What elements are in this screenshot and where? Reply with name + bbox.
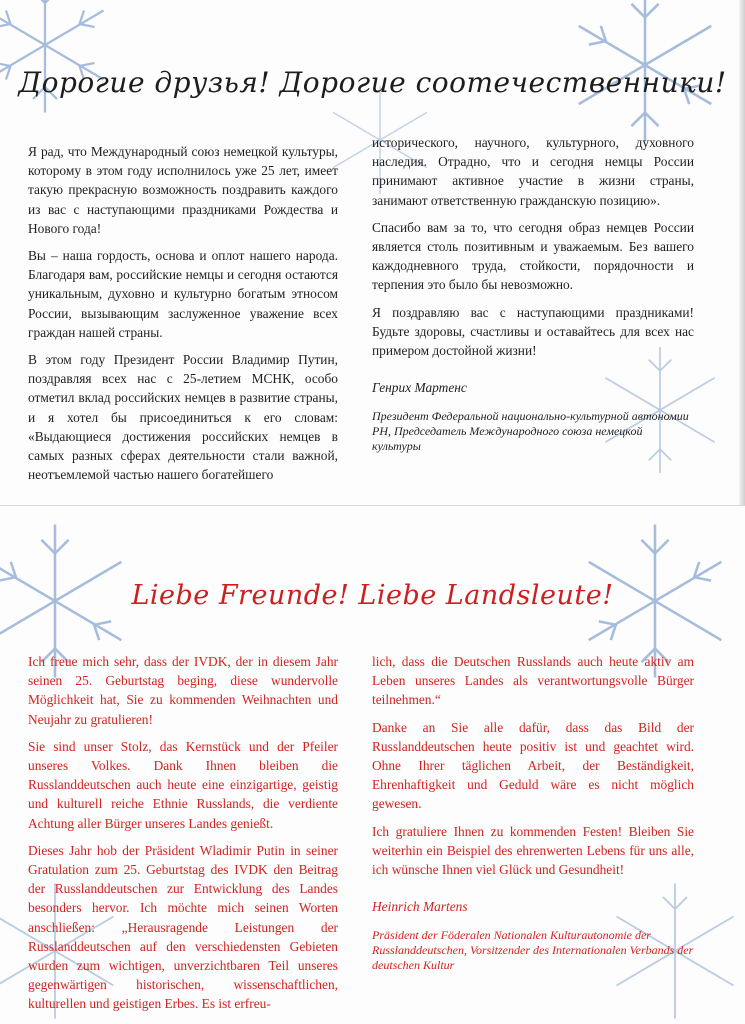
signature-name: Heinrich Martens xyxy=(372,899,468,915)
paragraph: Sie sind unser Stolz, das Kernstück und der Pfeiler unseres Volkes. Dank Ihnen bleiben die Russlanddeutschen auch heute eine einzigartige, geistig und kulturell reiche Ethnie Russlands, die verdiente Achtung aller Bürger unseres Landes genießt. xyxy=(28,738,338,831)
russian-title: Дорогие друзья! Дорогие соотечественники! xyxy=(18,66,727,99)
russian-greeting-page xyxy=(0,0,745,506)
paragraph: Danke an Sie alle dafür, dass das Bild der Russlanddeutschen heute positiv ist und geachtet wird. Ohne Ihrer täglichen Arbeit, der Beständigkeit, Ehrenhaftigkeit und Geduld wäre es nicht möglich gewesen. xyxy=(372,719,694,812)
signature-name: Генрих Мартенс xyxy=(372,380,467,396)
snowflake-icon xyxy=(0,0,120,120)
paragraph: Вы – наша гордость, основа и оплот нашего народа. Благодаря вам, российские немцы и сегодня остаются уникальным, духовно и культурно богатым этносом России, вызывающим заслуженное уважение всех граждан нашей страны. xyxy=(28,248,338,340)
paragraph: Спасибо вам за то, что сегодня образ немцев России является столь позитивным и уважаемым. Без вашего каждодневного труда, стойкости, порядочности и терпения это было бы невозможно. xyxy=(372,219,694,293)
signature-position: Президент Федеральной национально-культурной автономии РН, Председатель Международного союза немецкой культуры xyxy=(372,409,689,454)
german-right-column xyxy=(372,652,694,981)
russian-left-column xyxy=(28,142,338,492)
signature-position: Präsident der Föderalen Nationalen Kulturautonomie der Russlanddeutschen, Vorsitzender des Internationalen Verbands der deutschen Kultur xyxy=(372,928,694,973)
russian-right-column xyxy=(372,133,694,462)
paragraph: Ich gratuliere Ihnen zu kommenden Festen! Bleiben Sie weiterhin ein Beispiel des ehrenwerten Lebens für uns alle, ich wünsche Ihnen viel Glück und Gesundheit! xyxy=(372,823,694,878)
german-left-column xyxy=(28,652,338,1022)
paragraph: исторического, научного, культурного, духовного наследия. Отрадно, что и сегодня немцы России принимают активное участие в жизни страны, занимают ответственную гражданскую позицию». xyxy=(372,135,694,208)
paragraph: Я рад, что Международный союз немецкой культуры, которому в этом году исполнилось уже 25 лет, имеет такую прекрасную возможность поздравить каждого из вас с наступающими праздниками Рождества и Нового года! xyxy=(28,144,338,236)
german-title: Liebe Freunde! Liebe Landsleute! xyxy=(131,580,614,611)
paragraph: lich, dass die Deutschen Russlands auch heute aktiv am Leben unseres Landes als verantwortungsvolle Bürger teilnehmen.“ xyxy=(372,654,694,708)
paragraph: Ich freue mich sehr, dass der IVDK, der in diesem Jahr seinen 25. Geburtstag beging, diese wundervolle Möglichkeit hat, Sie zu kommenden Weihnachten und Neujahr zu gratulieren! xyxy=(28,654,338,727)
paragraph: Я поздравляю вас с наступающими праздниками! Будьте здоровы, счастливы и оставайтесь для всех нас примером достойной жизни! xyxy=(372,304,694,359)
paragraph: Dieses Jahr hob der Präsident Wladimir Putin in seiner Gratulation zum 25. Geburtstag des IVDK den Beitrag der Russlanddeutschen zur Entwicklung des Landes besonders hervor. Ich möchte mich seinen Worten anschließen: „Herausragende Leistungen der Russlanddeutschen auf den verschiedensten Gebieten wurden zum wichtigen, unverzichtbaren Teil unseres gegenwärtigen historischen, wissenschaftlichen, kulturellen und geistigen Erbes. Es ist erfreu- xyxy=(28,842,338,1012)
paragraph: В этом году Президент России Владимир Путин, поздравляя всех нас с 25-летием МСНК, особо отметил вклад российских немцев в развитие страны, и я хотел бы присоединиться к его словам: «Выдающиеся достижения российских немцев в самых разных сферах деятельности стали важной, неотъемлемой частью нашего богатейшего xyxy=(28,352,338,483)
